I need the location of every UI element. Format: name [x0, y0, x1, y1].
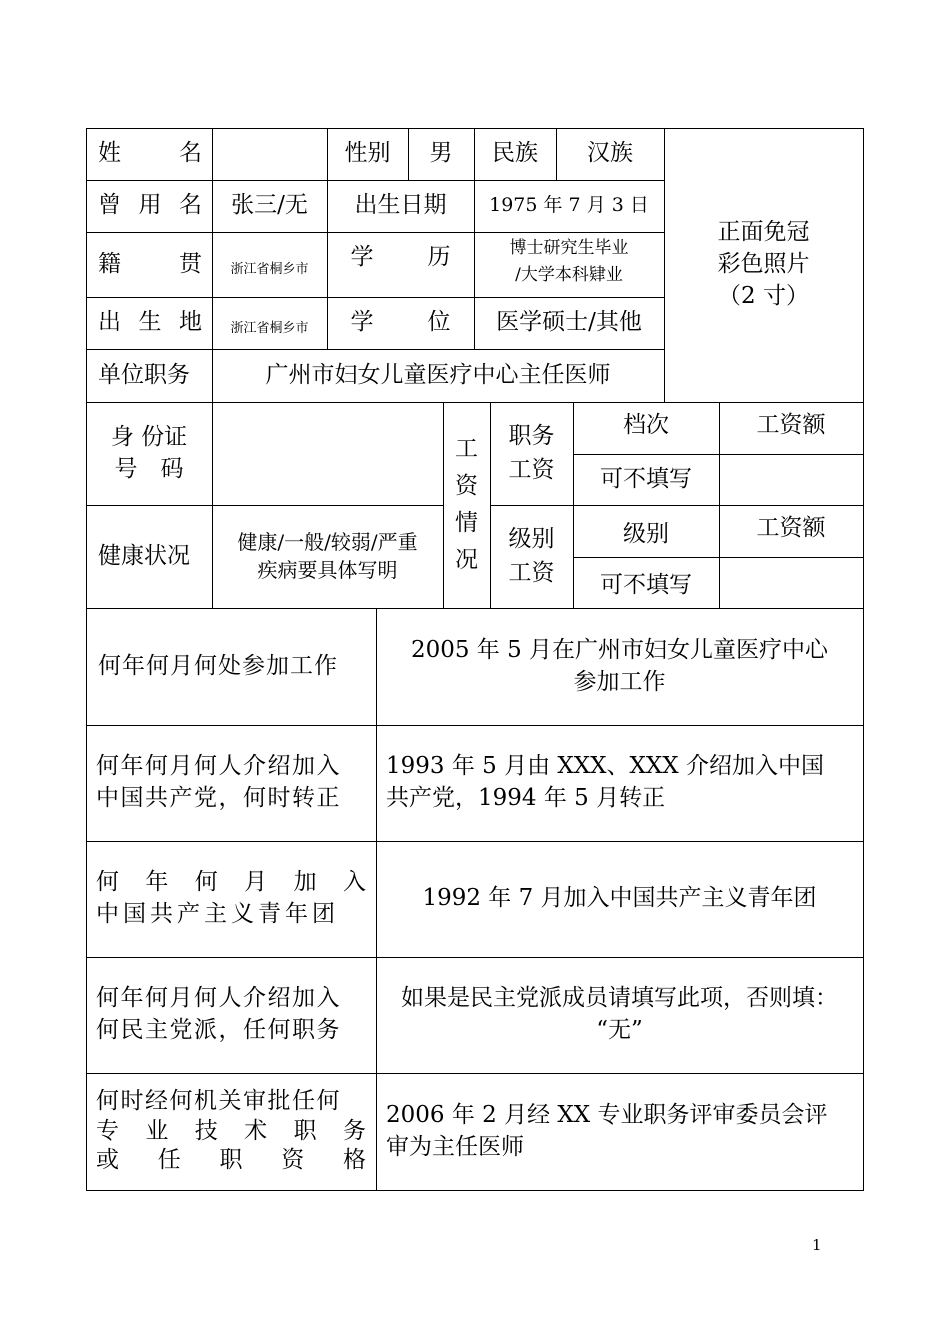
value-title-approval[interactable]: [376, 1073, 863, 1190]
title-approval-line-2: 审为主任医师: [386, 1133, 524, 1160]
label-birth-date: 出生日期: [354, 192, 447, 219]
label-char: 术: [244, 1117, 268, 1144]
header-grade: 档次: [623, 412, 669, 438]
join-democratic-line-2: “无”: [596, 1017, 643, 1043]
level-salary-line-1: 级别: [508, 526, 555, 553]
label-ethnicity: 民族: [492, 140, 538, 167]
label-char: 月: [244, 869, 268, 896]
value-birth-date[interactable]: 1975 年 7 月 3 日: [489, 194, 649, 217]
join-work-line-2: 参加工作: [573, 668, 666, 695]
photo-line-3: （2 寸）: [718, 282, 809, 309]
value-join-democratic[interactable]: [376, 957, 863, 1073]
label-birthplace: 出 生 地: [98, 309, 202, 336]
title-approval-label-line-1: 何时经何机关审批任何: [96, 1087, 341, 1114]
label-char: 格: [343, 1147, 366, 1174]
label-duty-salary: [490, 402, 573, 505]
label-char: 技: [194, 1117, 218, 1144]
value-level-salary-note[interactable]: 可不填写: [600, 571, 692, 598]
label-education: 学 历: [350, 244, 451, 271]
photo-line-1: 正面免冠: [717, 219, 810, 246]
join-democratic-label-line-2: 何民主党派，任何职务: [96, 1017, 341, 1043]
title-approval-line-1: 2006 年 2 月经 XX 专业职务评审委员会评: [386, 1101, 828, 1128]
join-party-line-1: 1993 年 5 月由 XXX、XXX 介绍加入中国: [386, 753, 824, 780]
label-char: 任: [157, 1147, 181, 1174]
label-native-place: 籍 贯: [98, 250, 202, 277]
table-border-bottom: [86, 1190, 864, 1191]
value-level-salary-amount[interactable]: [719, 557, 863, 608]
value-duty-salary-amount[interactable]: [719, 454, 863, 505]
title-approval-label-line-3: [96, 1146, 376, 1176]
value-birthplace[interactable]: 浙江省桐乡市: [230, 321, 309, 337]
education-line-1: 博士研究生毕业: [509, 237, 629, 258]
label-char: 入: [342, 869, 366, 896]
value-join-work[interactable]: [376, 608, 863, 725]
value-health[interactable]: [212, 505, 443, 608]
value-gender[interactable]: 男: [429, 140, 453, 167]
value-ethnicity[interactable]: 汉族: [587, 140, 633, 167]
duty-salary-line-1: 职务: [508, 423, 555, 450]
label-char: 专: [96, 1117, 119, 1144]
join-democratic-label-line-1: 何年何月何人介绍加入: [96, 985, 341, 1012]
label-char: 或: [96, 1147, 119, 1174]
education-line-2: /大学本科肄业: [515, 265, 623, 285]
label-char: 加: [293, 869, 317, 896]
label-char: 况: [455, 546, 478, 573]
page-number: 1: [812, 1236, 822, 1254]
value-former-name[interactable]: 张三/无: [231, 192, 308, 219]
id-label-line-1: 身 份证: [110, 424, 188, 451]
level-salary-line-2: 工资: [508, 559, 555, 586]
duty-salary-line-2: 工资: [508, 456, 555, 483]
photo-line-2: 彩色照片: [717, 251, 810, 278]
label-char: 情: [455, 510, 478, 536]
label-salary-situation: [443, 425, 490, 585]
title-approval-label-line-2: [96, 1117, 376, 1147]
header-amount: 工资额: [756, 412, 826, 438]
value-join-league[interactable]: 1992 年 7 月加入中国共产主义青年团: [422, 885, 817, 912]
label-char: 职: [219, 1147, 243, 1174]
value-name[interactable]: [212, 128, 327, 180]
label-work-unit-position: 单位职务: [98, 361, 190, 388]
health-line-2: 疾病要具体写明: [257, 557, 398, 582]
join-league-label-line-2: 中国共产主义青年团: [96, 901, 339, 927]
label-char: 年: [145, 869, 169, 896]
value-duty-salary-note[interactable]: 可不填写: [600, 465, 692, 492]
label-title-approval: [86, 1073, 376, 1190]
value-education[interactable]: [474, 232, 664, 292]
join-league-label-line-1: [96, 867, 376, 899]
label-join-party: [86, 725, 376, 841]
health-line-1: 健康/一般/较弱/严重: [237, 529, 418, 554]
join-party-label-line-1: 何年何月何人介绍加入: [96, 753, 341, 780]
label-degree: 学 位: [350, 309, 451, 336]
label-gender: 性别: [344, 140, 391, 167]
value-native-place[interactable]: 浙江省桐乡市: [230, 261, 309, 277]
join-party-label-line-2: 中国共产党，何时转正: [96, 785, 341, 811]
value-work-unit-position[interactable]: 广州市妇女儿童医疗中心主任医师: [265, 361, 611, 388]
label-char: 何: [96, 869, 119, 896]
label-char: 职: [293, 1117, 317, 1144]
photo-placeholder[interactable]: [664, 128, 863, 402]
label-join-league: [86, 841, 376, 957]
label-char: 务: [342, 1117, 366, 1144]
label-name: 姓 名: [98, 140, 202, 167]
label-former-name: 曾 用 名: [98, 192, 202, 219]
label-char: 何: [194, 869, 218, 896]
header-amount-2: 工资额: [756, 515, 826, 541]
label-join-work: 何年何月何处参加工作: [98, 652, 338, 679]
label-char: 资: [455, 473, 478, 500]
value-id-number[interactable]: [212, 402, 443, 505]
label-char: 资: [281, 1147, 305, 1174]
label-join-democratic: [86, 957, 376, 1073]
label-char: 业: [145, 1117, 169, 1144]
join-party-line-2: 共产党，1994 年 5 月转正: [386, 785, 666, 811]
label-char: 工: [455, 436, 478, 463]
table-border-right: [863, 128, 864, 1191]
join-democratic-line-1: 如果是民主党派成员请填写此项，否则填：: [401, 985, 838, 1012]
value-join-party[interactable]: [376, 725, 863, 841]
header-level: 级别: [623, 521, 669, 548]
label-level-salary: [490, 505, 573, 608]
join-work-line-1: 2005 年 5 月在广州市妇女儿童医疗中心: [410, 636, 829, 663]
label-id-number: [86, 402, 212, 505]
value-degree[interactable]: 医学硕士/其他: [496, 309, 642, 336]
label-health: 健康状况: [98, 542, 190, 569]
id-label-line-2: 号 码: [114, 455, 184, 482]
